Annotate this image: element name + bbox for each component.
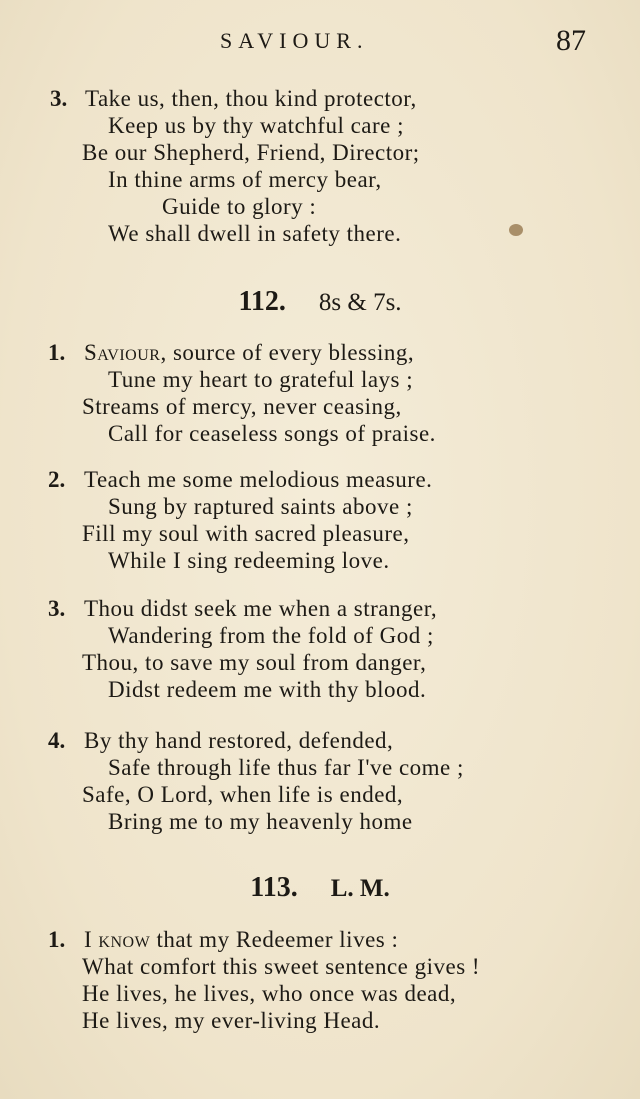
verse-line: Didst redeem me with thy blood. <box>108 677 427 702</box>
verse-line: Bring me to my heavenly home <box>108 809 413 834</box>
verse-line: He lives, he lives, who once was dead, <box>82 981 457 1006</box>
hymn-heading-112 <box>0 286 640 318</box>
verse-line: Thou, to save my soul from danger, <box>82 650 427 675</box>
verse-line <box>84 927 398 953</box>
verse-line: He lives, my ever-living Head. <box>82 1008 381 1033</box>
verse-line: Take us, then, thou kind protector, <box>85 86 417 111</box>
hymn-number: 113. <box>250 872 298 903</box>
verse-first-rest: that my Redeemer lives : <box>150 927 399 952</box>
ink-spot <box>509 224 523 236</box>
verse-line: Fill my soul with sacred pleasure, <box>82 521 410 546</box>
verse-line: Tune my heart to grateful lays ; <box>108 367 414 392</box>
verse-first-word: Saviour, <box>84 340 167 365</box>
verse-line: While I sing redeeming love. <box>108 548 390 573</box>
verse-number: 3. <box>50 86 68 111</box>
verse-line: Teach me some melodious measure. <box>84 467 433 492</box>
verse-line <box>84 340 414 366</box>
verse-line: Guide to glory : <box>162 194 317 219</box>
verse-line: Safe, O Lord, when life is ended, <box>82 782 404 807</box>
verse-line: Sung by raptured saints above ; <box>108 494 413 519</box>
verse-number: 1. <box>48 340 66 365</box>
hymn-heading-113 <box>0 872 640 904</box>
hymn-meter: L. M. <box>330 875 390 902</box>
verse-line: Wandering from the fold of God ; <box>108 623 434 648</box>
running-head: SAVIOUR. <box>220 28 369 53</box>
verse-number: 1. <box>48 927 66 952</box>
verse-number: 3. <box>48 596 66 621</box>
verse-first-word: I know <box>84 927 151 952</box>
verse-number: 2. <box>48 467 66 492</box>
hymn-number: 112. <box>238 286 286 317</box>
verse-line: By thy hand restored, defended, <box>84 728 394 753</box>
verse-first-rest: source of every blessing, <box>166 340 415 365</box>
hymn-meter: 8s & 7s. <box>318 289 402 316</box>
verse-line: What comfort this sweet sentence gives ! <box>82 954 481 979</box>
verse-number: 4. <box>48 728 66 753</box>
verse-line: Call for ceaseless songs of praise. <box>108 421 436 446</box>
verse-line: Safe through life thus far I've come ; <box>108 755 464 780</box>
page-header <box>0 24 640 56</box>
page-number: 87 <box>556 24 586 57</box>
verse-line: Thou didst seek me when a stranger, <box>84 596 438 621</box>
verse-line: Keep us by thy watchful care ; <box>108 113 405 138</box>
verse-line: Be our Shepherd, Friend, Director; <box>82 140 420 165</box>
verse-line: In thine arms of mercy bear, <box>108 167 382 192</box>
verse-line: Streams of mercy, never ceasing, <box>82 394 402 419</box>
verse-line: We shall dwell in safety there. <box>108 221 402 246</box>
